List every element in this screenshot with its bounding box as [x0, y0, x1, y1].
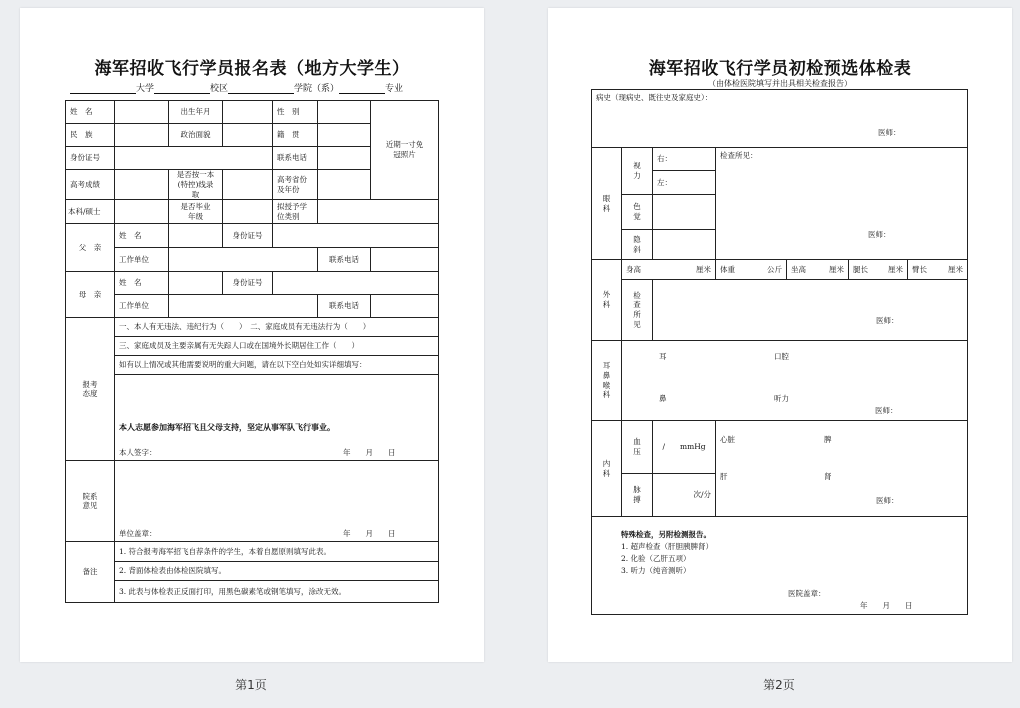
doctor-label: 医师：: [878, 128, 901, 137]
note: 1. 符合报考海军招飞自荐条件的学生，本着自愿原则填写此表。: [115, 542, 439, 562]
major-label: 专业: [385, 84, 404, 94]
date-label: 年 月 日: [343, 529, 396, 539]
special-area[interactable]: [592, 517, 968, 615]
height-field[interactable]: [622, 260, 716, 280]
weight-field[interactable]: [716, 260, 787, 280]
label: 是否按一本(特控)线录取: [169, 170, 223, 200]
label: 心脏: [720, 435, 735, 444]
label: 耳: [659, 352, 667, 361]
sit-height-field[interactable]: [787, 260, 849, 280]
dept-opinion-area[interactable]: [115, 461, 439, 542]
label: 腿长: [853, 264, 868, 274]
label: 性 别: [273, 101, 318, 124]
label: 工作单位: [115, 248, 169, 272]
university-label: 大学: [136, 84, 155, 94]
field[interactable]: [318, 124, 371, 147]
field[interactable]: [318, 200, 439, 224]
label: 口腔: [774, 352, 789, 361]
label: 检查所见: [622, 280, 653, 341]
history-area[interactable]: [592, 90, 968, 148]
label: 姓 名: [115, 272, 169, 295]
form-title: 海军招收飞行学员报名表（地方大学生）: [94, 59, 410, 79]
doctor-label: 医师：: [875, 406, 898, 415]
label: 左：: [653, 171, 716, 195]
label: 籍 贯: [273, 124, 318, 147]
doctor-label: 医师：: [868, 230, 891, 239]
label: 坐高: [791, 264, 806, 274]
unit: 厘米: [696, 264, 711, 274]
date-label: 年 月 日: [343, 448, 396, 458]
label: 高考成绩: [66, 170, 115, 200]
label: 联系电话: [318, 295, 371, 318]
exam-table: [591, 89, 968, 615]
label: 脾: [824, 435, 832, 444]
signature-label: 本人签字：: [119, 448, 157, 458]
label: 父 亲: [66, 224, 115, 272]
leg-field[interactable]: [849, 260, 908, 280]
field[interactable]: [223, 101, 273, 124]
label: 院系意见: [66, 461, 115, 542]
label: 耳鼻喉科: [592, 341, 622, 421]
label: 备注: [66, 542, 115, 603]
field[interactable]: [115, 147, 273, 170]
unit: 厘米: [829, 264, 844, 274]
unit: 厘米: [948, 264, 964, 274]
field[interactable]: [115, 170, 169, 200]
label: 内 科: [592, 421, 622, 517]
findings-label: 检查所见：: [720, 151, 758, 160]
unit: 公斤: [767, 264, 782, 274]
label: 政治面貌: [169, 124, 223, 147]
label: 体重: [720, 264, 735, 274]
label: 听力: [774, 394, 789, 403]
bp-field[interactable]: / mmHg: [653, 421, 716, 474]
label: 鼻: [659, 394, 667, 403]
label: 身份证号: [223, 224, 273, 248]
label: 外 科: [592, 260, 622, 341]
pulse-field[interactable]: 次/分: [653, 474, 716, 517]
field[interactable]: [169, 224, 223, 248]
field[interactable]: [318, 101, 371, 124]
label: 身份证号: [223, 272, 273, 295]
arm-field[interactable]: [908, 260, 968, 280]
label: 本科/硕士: [66, 200, 115, 224]
field[interactable]: [223, 124, 273, 147]
field[interactable]: [223, 170, 273, 200]
label: 血压: [622, 421, 653, 474]
special-label: 特殊检查，另附检测报告。: [621, 530, 711, 539]
field[interactable]: [273, 272, 439, 295]
explanation-area[interactable]: [115, 375, 439, 461]
field[interactable]: [115, 101, 169, 124]
field[interactable]: [169, 295, 318, 318]
ent-area[interactable]: [622, 341, 968, 421]
question-3: 如有以上情况或其他需要说明的重大问题，请在以下空白处如实详细填写：: [115, 356, 439, 375]
label: 是否毕业年级: [169, 200, 223, 224]
surgery-findings[interactable]: [653, 280, 968, 341]
note: 3. 此表与体检表正反面打印，用黑色碳素笔或钢笔填写，涂改无效。: [115, 581, 439, 603]
label: 工作单位: [115, 295, 169, 318]
question-1: 一、本人有无违法、违纪行为（ ） 二、家庭成员有无违法行为（ ）: [115, 318, 439, 337]
label: 民 族: [66, 124, 115, 147]
special-item: 3. 听力（纯音测听）: [621, 566, 691, 575]
label: 肾: [824, 472, 832, 481]
label: 姓 名: [115, 224, 169, 248]
label: 高考省份及年份: [273, 170, 318, 200]
field[interactable]: [318, 170, 371, 200]
special-item: 2. 化验（乙肝五项）: [621, 554, 691, 563]
unit: 厘米: [888, 264, 903, 274]
page-1-label: 第1页: [235, 678, 267, 692]
field[interactable]: [169, 248, 318, 272]
field[interactable]: [318, 147, 371, 170]
stamp-label: 医院盖章：: [788, 589, 826, 598]
label: 身高: [626, 264, 641, 274]
label: 姓 名: [66, 101, 115, 124]
school-line: [70, 81, 403, 94]
internal-area[interactable]: [716, 421, 968, 517]
label: 色觉: [622, 195, 653, 230]
form-title: 海军招收飞行学员初检预选体检表: [648, 59, 912, 79]
question-2: 三、家庭成员及主要亲属有无失踪人口或在国境外长期居住工作（ ）: [115, 337, 439, 356]
history-label: 病史（现病史、既往史及家庭史）：: [596, 93, 713, 102]
eye-findings[interactable]: [716, 148, 968, 260]
special-item: 1. 超声检查（肝胆胰脾肾）: [621, 542, 714, 551]
label: 联系电话: [318, 248, 371, 272]
field[interactable]: [169, 272, 223, 295]
label: 隐斜: [622, 230, 653, 260]
doctor-label: 医师：: [876, 316, 899, 325]
field[interactable]: [273, 224, 439, 248]
label: 视力: [622, 148, 653, 195]
label: 右：: [653, 148, 716, 171]
photo-box: 近期一寸免冠照片: [371, 101, 439, 200]
campus-label: 校区: [210, 84, 229, 94]
label: 肝: [720, 472, 728, 481]
label: 脉搏: [622, 474, 653, 517]
page-2-label: 第2页: [763, 678, 795, 692]
field[interactable]: [115, 200, 169, 224]
page-1: [20, 8, 484, 662]
label: 报考态度: [66, 318, 115, 461]
field[interactable]: [115, 124, 169, 147]
college-label: 学院（系）: [294, 84, 340, 94]
field[interactable]: [223, 200, 273, 224]
field[interactable]: [371, 248, 439, 272]
label: 母 亲: [66, 272, 115, 318]
label: 出生年月: [169, 101, 223, 124]
form-subtitle: （由体检医院填写并出具相关检查报告）: [708, 79, 852, 88]
doctor-label: 医师：: [876, 496, 899, 505]
pledge-text: 本人志愿参加海军招飞且父母支持，坚定从事军队飞行事业。: [119, 422, 335, 433]
note: 2. 背面体检表由体检医院填写。: [115, 562, 439, 581]
label: 联系电话: [273, 147, 318, 170]
field[interactable]: [653, 230, 716, 260]
field[interactable]: [371, 295, 439, 318]
label: 臂长: [912, 264, 927, 274]
stamp-label: 单位盖章：: [119, 529, 157, 539]
label: 眼 科: [592, 148, 622, 260]
page-2: [548, 8, 1012, 662]
label: 拟授予学位类别: [273, 200, 318, 224]
date-label: 年 月 日: [860, 601, 913, 610]
registration-table: [65, 100, 439, 603]
label: 身份证号: [66, 147, 115, 170]
field[interactable]: [653, 195, 716, 230]
